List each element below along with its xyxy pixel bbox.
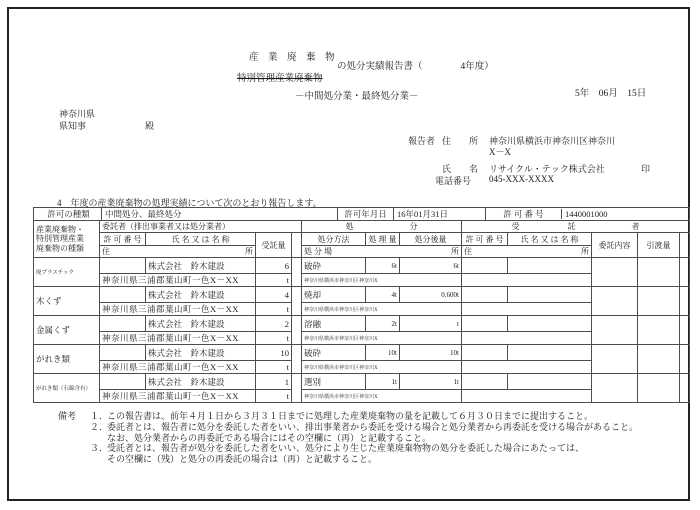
notes-items [90, 411, 638, 465]
processed-cell: 2t [366, 316, 400, 332]
consignor-permit-cell [100, 316, 146, 332]
method-cell: 焼却 [302, 287, 366, 303]
trustee-address-cell [462, 361, 592, 374]
remark-cell [292, 345, 302, 374]
disposal-site-cell: 神奈川県横浜市神奈川区神奈川X [302, 361, 462, 374]
after-cell: 6t [400, 258, 462, 274]
waste-type-header-line1: 産業廃棄物・ [36, 224, 84, 234]
trustee-remark-cell [680, 345, 690, 374]
trustee-address-cell [462, 274, 592, 287]
note-line: なお、処分業者からの再委託である場合にはその空欄に（再）と記載すること。 [107, 432, 432, 443]
consignor-name-cell: 株式会社 鈴木建設 [146, 316, 256, 332]
trustee-remark-cell [680, 316, 690, 345]
consignor-address-header [100, 246, 256, 258]
addressee-governor: 県知事 [59, 121, 87, 131]
handover-cell [638, 287, 680, 316]
method-cell: 破砕 [302, 345, 366, 361]
trustee-name-cell [508, 258, 592, 274]
addr-right: 所 [245, 247, 253, 256]
reporter-phone-label: 電話番号 [435, 176, 472, 186]
consignor-permit-header: 許 可 番 号 [100, 233, 146, 246]
waste-type-cell: 金属くず [34, 316, 100, 345]
consignor-address-cell: 神奈川県三浦郡葉山町一色X－XX [100, 361, 256, 374]
disposal-group-header: 処 分 [302, 221, 462, 233]
disposal-site-cell: 神奈川県横浜市神奈川区神奈川X [302, 274, 462, 287]
remark-cell [292, 374, 302, 403]
amount-header: 受託量 [256, 233, 292, 258]
table-row [34, 345, 690, 361]
addressee-prefecture: 神奈川県 [59, 109, 96, 119]
trustee-address-header [462, 246, 592, 258]
unit-cell: t [256, 390, 292, 403]
permit-info-row [34, 208, 690, 221]
processed-cell: 6t [366, 258, 400, 274]
after-cell: t [400, 316, 462, 332]
trustee-address-cell [462, 303, 592, 316]
handover-cell [638, 374, 680, 403]
trustee-name-cell [508, 287, 592, 303]
addressee-block [59, 108, 154, 132]
after-cell: 10t [400, 345, 462, 361]
permit-number-value: 1440001000 [561, 209, 687, 219]
content-cell [592, 374, 638, 403]
report-date: 5年 06月 15日 [575, 89, 647, 99]
reporter-name-value: リサイクル・テック株式会社 [489, 164, 605, 174]
consignor-name-cell: 株式会社 鈴木建設 [146, 345, 256, 361]
note-item-3 [90, 443, 638, 465]
reporter-address-line2: X－X [489, 147, 511, 157]
addressee-honorific: 殿 [145, 121, 155, 131]
amount-cell: 4 [256, 287, 292, 303]
table-row-sub [34, 332, 690, 345]
processed-header: 処 理 量 [366, 233, 400, 246]
note-item-1 [90, 411, 638, 422]
title-industrial-waste: 産 業 廃 棄 物 [249, 53, 335, 63]
processed-cell: 10t [366, 345, 400, 361]
consignor-permit-cell [100, 258, 146, 274]
amount-cell: 2 [256, 316, 292, 332]
notes-block [58, 411, 638, 465]
waste-type-header-line2: 特別管理産業 [36, 234, 84, 244]
reporter-address-row [408, 134, 615, 147]
reporter-phone-row [435, 174, 554, 187]
disposal-site-cell: 神奈川県横浜市神奈川区神奈川X [302, 332, 462, 345]
trustee-remark-cell [680, 287, 690, 316]
addr-left: 住 [102, 247, 110, 256]
trustee-permit-header: 許 可 番 号 [462, 233, 508, 246]
method-cell: 溶融 [302, 316, 366, 332]
unit-cell: t [256, 332, 292, 345]
note-number: ３． [90, 443, 109, 454]
processed-cell: 4t [366, 287, 400, 303]
subtitle-disposal-business: －中間処分業・最終処分業－ [295, 92, 419, 102]
reporter-address-label: 住 所 [442, 136, 479, 146]
trustee-permit-cell [462, 287, 508, 303]
handover-cell [638, 345, 680, 374]
consignor-address-cell: 神奈川県三浦郡葉山町一色X－XX [100, 274, 256, 287]
trustee-remark-cell [680, 374, 690, 403]
reporter-name-label: 氏 名 [442, 164, 479, 174]
processed-cell: 1t [366, 374, 400, 390]
note-item-2 [90, 422, 638, 444]
note-line: 委託者とは、報告者に処分を委託した者をいい、排出事業者から委託を受ける場合と処分業者から再委託を受ける場合があること。 [107, 421, 639, 432]
table-row [34, 287, 690, 303]
trustee-permit-cell [462, 345, 508, 361]
trustee-name-cell [508, 374, 592, 390]
content-cell [592, 258, 638, 287]
permit-date-value: 16年01月31日 [393, 208, 485, 220]
consignor-address-cell: 神奈川県三浦郡葉山町一色X－XX [100, 390, 256, 403]
trustee-name-cell [508, 345, 592, 361]
trustee-address-cell [462, 332, 592, 345]
content-cell [592, 316, 638, 345]
after-cell: 0.600t [400, 287, 462, 303]
site-left: 処 分 場 [304, 247, 332, 256]
consignor-name-cell: 株式会社 鈴木建設 [146, 258, 256, 274]
consignor-name-cell: 株式会社 鈴木建設 [146, 374, 256, 390]
consignor-name-header: 氏 名 又 は 名 称 [146, 233, 256, 246]
after-header: 処分後量 [400, 233, 462, 246]
disposal-site-cell: 神奈川県横浜市神奈川区神奈川X [302, 303, 462, 316]
disposal-site-header [302, 246, 462, 258]
amount-cell: 6 [256, 258, 292, 274]
after-cell: 1t [400, 374, 462, 390]
table-row [34, 374, 690, 390]
addr-left: 住 [464, 247, 472, 256]
handover-cell [638, 258, 680, 287]
note-line: その空欄に（残）と処分の再委託の場合は（再）と記載すること。 [107, 454, 378, 465]
permit-date-label: 許可年月日 [337, 208, 393, 220]
title-report-suffix: の処分実績報告書（ 4年度） [337, 62, 494, 72]
table-row [34, 258, 690, 274]
disposal-report-table [33, 207, 690, 403]
notes-label: 備考 [58, 411, 77, 421]
consignor-permit-cell [100, 287, 146, 303]
reporter-phone-value: 045-XXX-XXXX [489, 174, 554, 184]
trustee-remark-column [680, 233, 690, 258]
waste-type-cell: がれき類（石綿含有） [34, 374, 100, 403]
consignor-name-cell: 株式会社 鈴木建設 [146, 287, 256, 303]
site-right: 所 [451, 247, 459, 256]
handover-cell [638, 316, 680, 345]
trustee-remark-cell [680, 258, 690, 287]
note-number: １． [90, 411, 109, 421]
table-row [34, 316, 690, 332]
content-cell [592, 287, 638, 316]
title-struck-special-waste: 特別管理産業廃棄物 [237, 74, 323, 84]
waste-type-cell: がれき類 [34, 345, 100, 374]
waste-type-header-line3: 廃棄物の種類 [36, 243, 84, 253]
disposal-site-cell: 神奈川県横浜市神奈川区神奈川X [302, 390, 462, 403]
unit-cell: t [256, 274, 292, 287]
handover-header: 引渡量 [638, 233, 680, 258]
consignor-remark-column [292, 233, 302, 258]
unit-cell: t [256, 361, 292, 374]
waste-type-cell: 木くず [34, 287, 100, 316]
permit-number-label: 許 可 番 号 [485, 208, 561, 220]
table-row-sub [34, 303, 690, 316]
permit-type-label: 許可の種類 [47, 209, 90, 219]
amount-cell: 1 [256, 374, 292, 390]
table-row-sub [34, 390, 690, 403]
consignor-address-cell: 神奈川県三浦郡葉山町一色X－XX [100, 332, 256, 345]
trustee-group-header: 受 託 者 [462, 221, 690, 233]
reporter-address-value: 神奈川県横浜市神奈川区神奈川 [489, 136, 616, 146]
method-cell: 選別 [302, 374, 366, 390]
trustee-name-header: 氏 名 又 は 名 称 [508, 233, 592, 246]
waste-type-column-header [34, 221, 100, 258]
reporter-label: 報告者 [408, 136, 436, 146]
consignor-address-cell: 神奈川県三浦郡葉山町一色X－XX [100, 303, 256, 316]
intro-sentence: 4 年度の産業廃棄物の処理実績について次のとおり報告します。 [57, 198, 322, 208]
trustee-permit-cell [462, 258, 508, 274]
content-header: 委託内容 [592, 233, 638, 258]
table-row-sub [34, 361, 690, 374]
remark-cell [292, 258, 302, 287]
consignor-permit-cell [100, 345, 146, 361]
consignor-group-header: 委託者（排出事業者又は処分業者） [100, 221, 302, 233]
consignor-permit-cell [100, 374, 146, 390]
trustee-name-cell [508, 316, 592, 332]
waste-type-cell: 廃プラスチック [34, 258, 100, 287]
permit-type-value: 中間処分、最終処分 [101, 208, 337, 220]
note-line: 受託者とは、報告者が処分を委託した者をいい、処分により生じた産業廃棄物物の処分を委託した場合にあたっては、 [107, 443, 585, 454]
trustee-address-cell [462, 390, 592, 403]
addr-right: 所 [581, 247, 589, 256]
unit-cell: t [256, 303, 292, 316]
content-cell [592, 345, 638, 374]
remark-cell [292, 316, 302, 345]
method-header: 処分方法 [302, 233, 366, 246]
seal-mark: 印 [641, 164, 651, 174]
note-line: この報告書は、前年４月１日から３月３１日までに処理した産業廃棄物の量を記載して６月３０日までに提出すること。 [107, 411, 594, 421]
remark-cell [292, 287, 302, 316]
note-number: ２． [90, 421, 109, 432]
trustee-permit-cell [462, 374, 508, 390]
table-row-sub [34, 274, 690, 287]
trustee-permit-cell [462, 316, 508, 332]
method-cell: 破砕 [302, 258, 366, 274]
amount-cell: 10 [256, 345, 292, 361]
